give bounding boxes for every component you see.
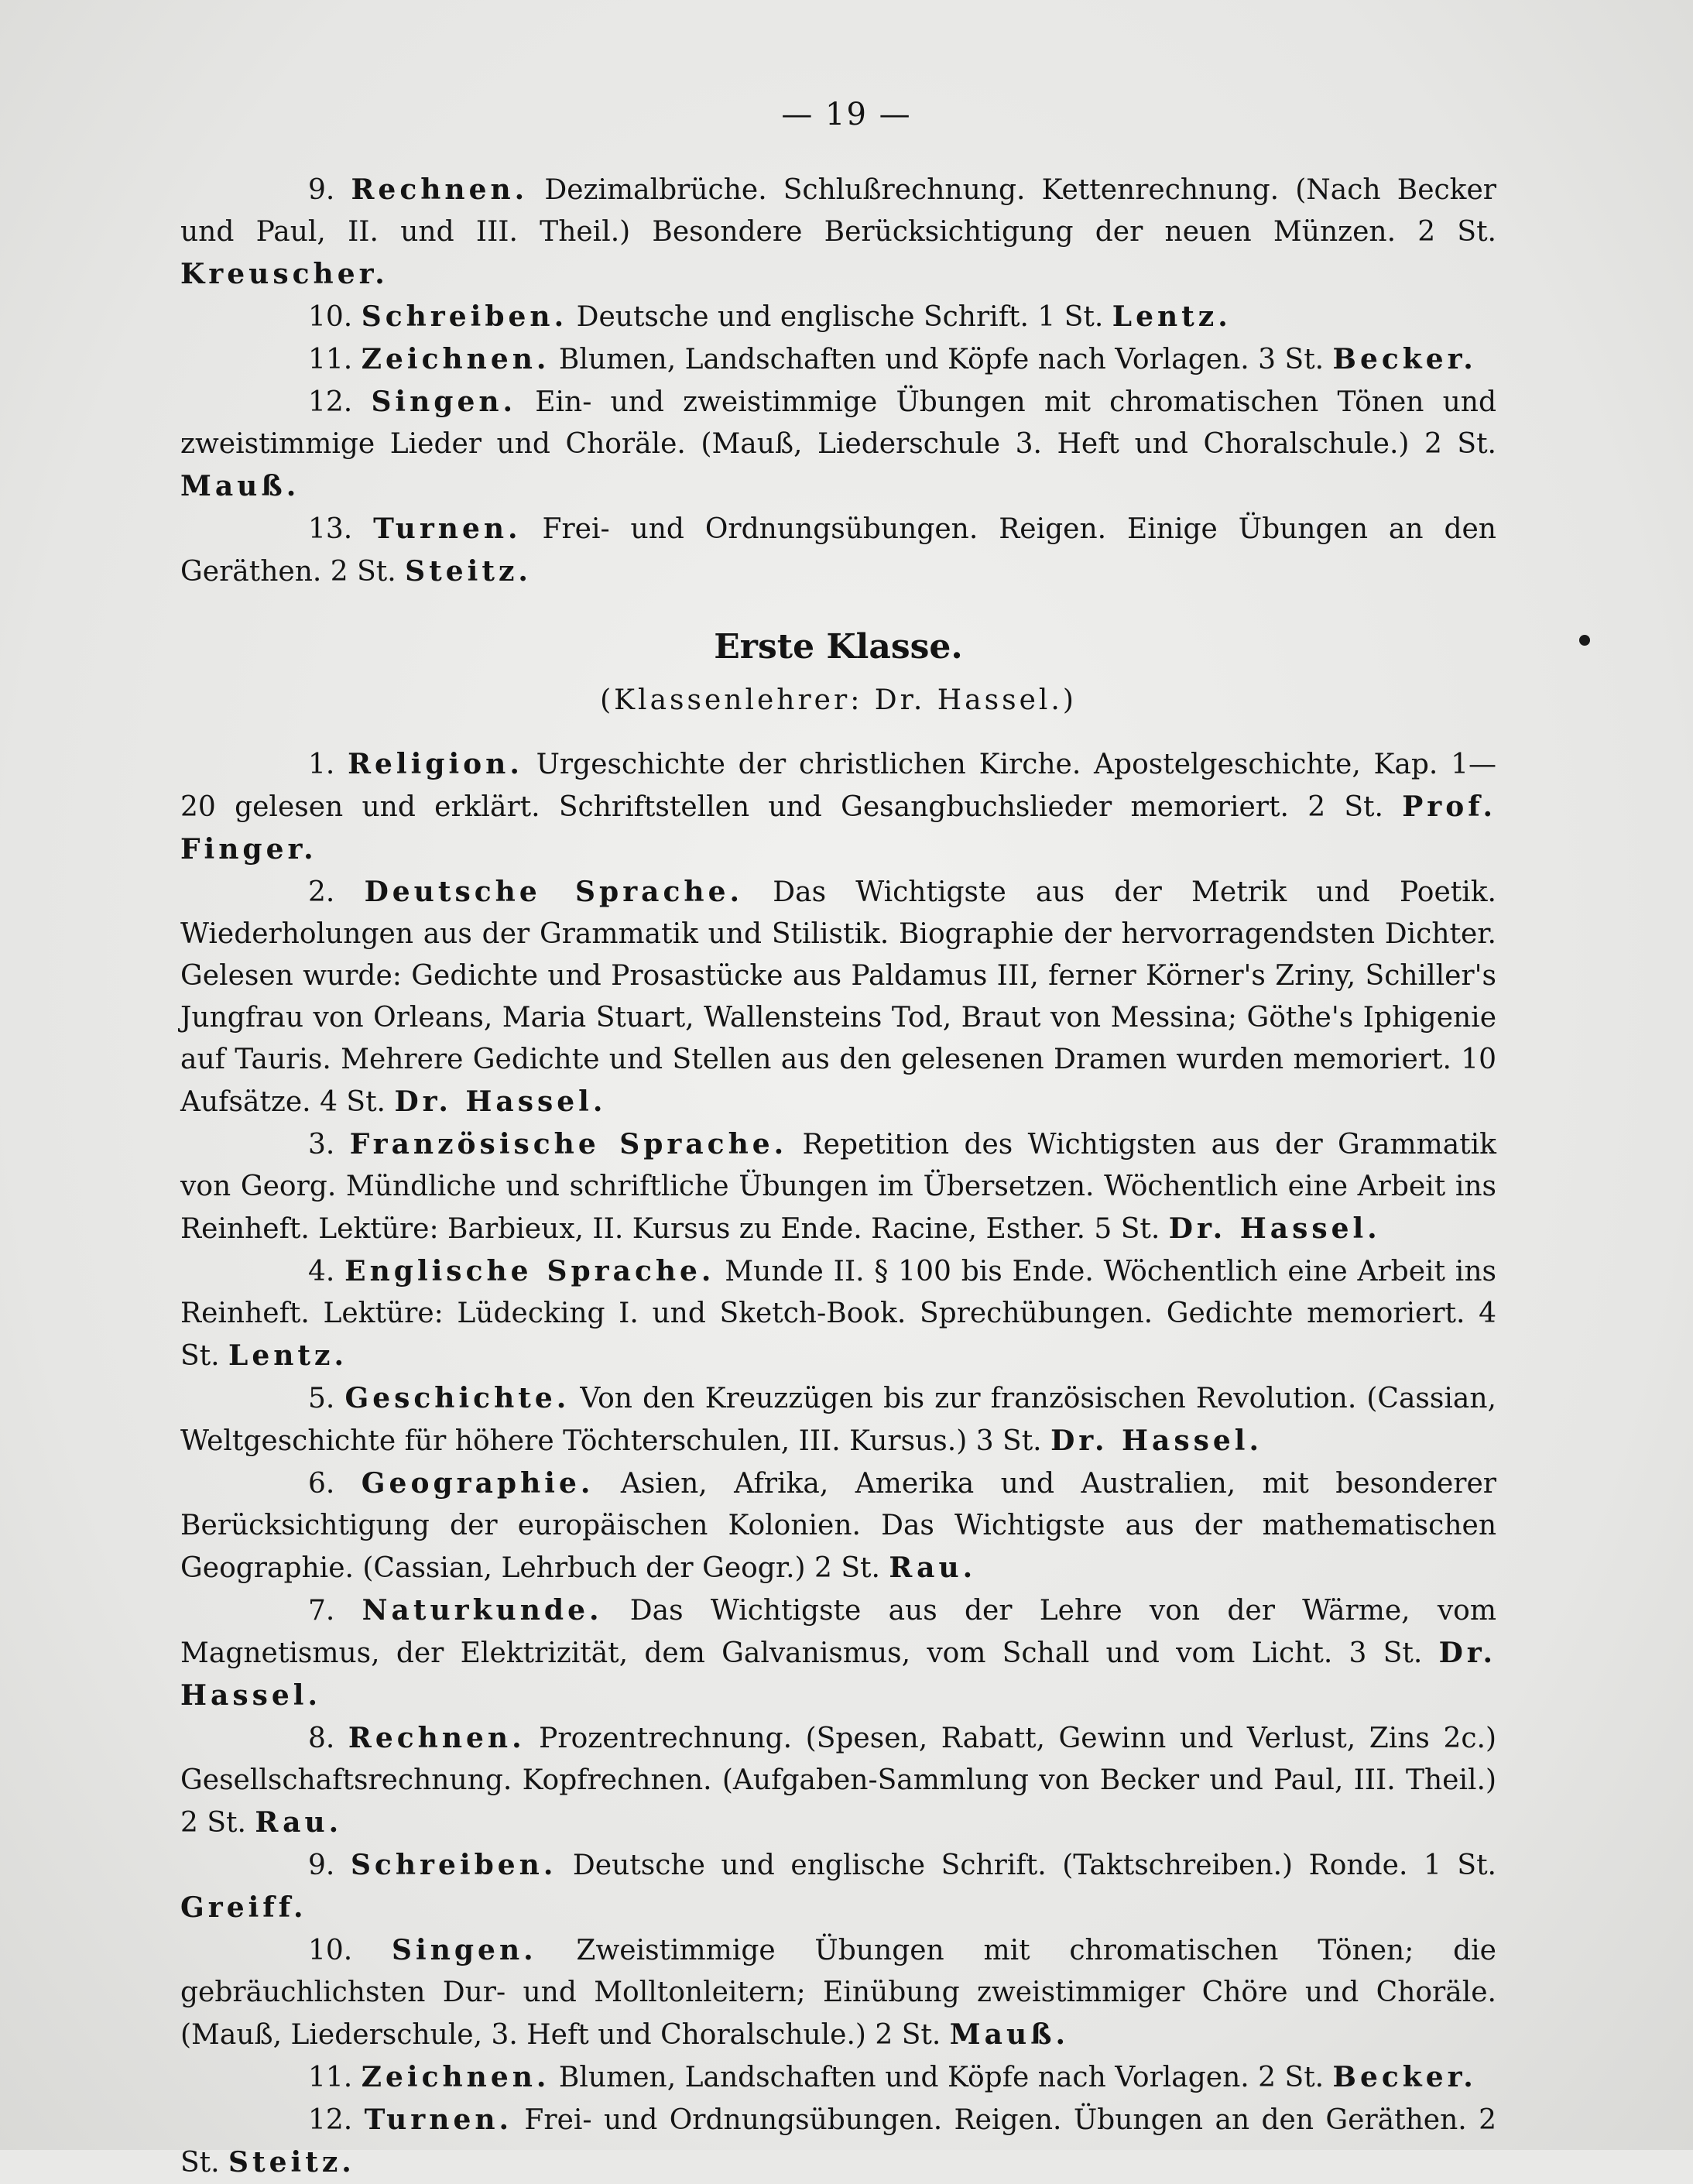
entry-prev-singen <box>180 381 1496 508</box>
entry-teacher: Dr. Hassel. <box>394 1085 607 1118</box>
entry-teacher: Prof. Finger. <box>180 790 1496 866</box>
entry-teacher: Dr. Hassel. <box>1168 1212 1381 1245</box>
entry-teacher: Becker. <box>1332 343 1477 375</box>
entry-number: 3. <box>308 1129 335 1161</box>
entry-number: 4. <box>308 1256 335 1287</box>
entry-text: Blumen, Landschaften und Köpfe nach Vorlagen. 2 St. <box>550 2062 1333 2093</box>
entry-religion <box>180 743 1496 871</box>
entry-teacher: Lentz. <box>228 1339 348 1372</box>
entry-naturkunde <box>180 1589 1496 1717</box>
entry-number: 1. <box>308 749 335 780</box>
entry-teacher: Dr. Hassel. <box>180 1637 1496 1712</box>
entry-number: 7. <box>308 1595 335 1627</box>
entry-text: Das Wichtigste aus der Lehre von der Wärme, vom Magnetismus, der Elektrizität, dem Galvanismus, vom Schall und vom Licht. 3 St. <box>180 1595 1496 1669</box>
entry-text: Das Wichtigste aus der Metrik und Poetik. Wiederholungen aus der Grammatik und Stilistik. Biographie der hervorragendsten Dichter. Gelesen wurde: Gedichte und Prosastücke aus Paldamus III, ferner Körner's Zriny, Schiller's Jungfrau von Orleans, Maria Stuart, Wallensteins Tod, Braut von Messina; Göthe's Iphigenie auf Tauris. Mehrere Gedichte und Stellen aus den gelesenen Dramen wurden memoriert. 10 Aufsätze. 4 St. <box>180 876 1496 1118</box>
entry-text: Munde II. § 100 bis Ende. Wöchentlich eine Arbeit ins Reinheft. Lektüre: Lüdecking I. und Sketch-Book. Sprechübungen. Gedichte memoriert. 4 St. <box>180 1256 1496 1372</box>
entry-subject: Schreiben. <box>350 1849 557 1881</box>
entry-subject: Englische Sprache. <box>344 1255 715 1287</box>
entry-subject: Singen. <box>371 386 517 418</box>
entry-rechnen <box>180 1717 1496 1844</box>
entry-teacher: Lentz. <box>1112 300 1232 333</box>
section-title: Erste Klasse. <box>714 627 963 667</box>
ink-dot-mark <box>1579 635 1590 646</box>
entry-number: 13. <box>308 513 353 545</box>
entry-teacher: Steitz. <box>228 2146 355 2179</box>
entry-text: Frei- und Ordnungsübungen. Reigen. Übungen an den Geräthen. 2 St. <box>180 2104 1496 2179</box>
entry-singen <box>180 1929 1496 2056</box>
entry-teacher: Mauß. <box>949 2018 1070 2051</box>
entry-text: Urgeschichte der christlichen Kirche. Apostelgeschichte, Kap. 1—20 gelesen und erklärt. Schriftstellen und Gesangbuchslieder memoriert. 2 St. <box>180 749 1496 823</box>
entry-number: 12. <box>308 2104 353 2136</box>
entry-teacher: Dr. Hassel. <box>1050 1425 1263 1457</box>
entry-prev-turnen <box>180 508 1496 593</box>
page-body <box>180 169 1496 2184</box>
entry-number: 2. <box>308 876 335 908</box>
entry-subject: Geschichte. <box>344 1382 571 1414</box>
entry-text: Blumen, Landschaften und Köpfe nach Vorlagen. 3 St. <box>550 344 1333 375</box>
entry-teacher: Kreuscher. <box>180 258 389 290</box>
entry-text: Frei- und Ordnungsübungen. Reigen. Einige Übungen an den Geräthen. 2 St. <box>180 513 1496 588</box>
entry-number: 12. <box>308 386 353 418</box>
entry-subject: Deutsche Sprache. <box>364 876 744 908</box>
entry-text: Repetition des Wichtigsten aus der Grammatik von Georg. Mündliche und schriftliche Übungen im Übersetzen. Wöchentlich eine Arbeit ins Reinheft. Lektüre: Barbieux, II. Kursus zu Ende. Racine, Esther. 5 St. <box>180 1129 1496 1245</box>
entry-subject: Turnen. <box>364 2103 513 2136</box>
entry-teacher: Rau. <box>889 1551 977 1584</box>
entry-number: 5. <box>308 1383 335 1414</box>
entry-geographie <box>180 1462 1496 1589</box>
entry-number: 10. <box>308 301 353 333</box>
entry-text: Ein- und zweistimmige Übungen mit chromatischen Tönen und zweistimmige Lieder und Choräle. (Mauß, Liederschule 3. Heft und Choralschule.) 2 St. <box>180 386 1497 460</box>
entry-number: 9. <box>308 174 335 206</box>
entry-teacher: Steitz. <box>405 555 532 588</box>
entry-subject: Rechnen. <box>348 1722 526 1754</box>
entry-text: Deutsche und englische Schrift. (Taktschreiben.) Ronde. 1 St. <box>557 1850 1496 1881</box>
entry-franzoesische-sprache <box>180 1123 1496 1250</box>
entry-prev-schreiben <box>180 296 1496 338</box>
entry-subject: Naturkunde. <box>362 1594 603 1627</box>
entry-subject: Zeichnen. <box>361 343 550 375</box>
entry-prev-rechnen <box>180 169 1496 296</box>
entry-number: 8. <box>308 1723 335 1754</box>
class-teacher-line: (Klassenlehrer: Dr. Hassel.) <box>600 684 1077 716</box>
entry-subject: Turnen. <box>373 513 522 545</box>
page-number: — 19 — <box>781 97 912 132</box>
entry-subject: Singen. <box>392 1934 537 1966</box>
entry-subject: Rechnen. <box>351 173 529 206</box>
entry-number: 6. <box>308 1468 335 1500</box>
entry-teacher: Mauß. <box>180 470 300 502</box>
entry-teacher: Greiff. <box>180 1891 307 1924</box>
entry-number: 9. <box>308 1850 335 1881</box>
entry-subject: Geographie. <box>361 1467 595 1500</box>
entry-turnen <box>180 2099 1496 2184</box>
entry-prev-zeichnen <box>180 338 1496 381</box>
entry-deutsche-sprache <box>180 871 1496 1123</box>
entry-subject: Religion. <box>348 748 523 780</box>
entry-teacher: Becker. <box>1332 2061 1477 2093</box>
entry-englische-sprache <box>180 1250 1496 1377</box>
entry-text: Von den Kreuzzügen bis zur französischen Revolution. (Cassian, Weltgeschichte für höhere Töchterschulen, III. Kursus.) 3 St. <box>180 1383 1496 1457</box>
entry-number: 11. <box>308 344 353 375</box>
entry-schreiben <box>180 1844 1496 1929</box>
entry-teacher: Rau. <box>255 1806 343 1839</box>
entry-subject: Zeichnen. <box>361 2061 550 2093</box>
entry-text: Asien, Afrika, Amerika und Australien, mit besonderer Berücksichtigung der europäischen Kolonien. Das Wichtigste aus der mathematischen Geographie. (Cassian, Lehrbuch der Geogr.) 2 St. <box>180 1468 1496 1584</box>
entry-text: Prozentrechnung. (Spesen, Rabatt, Gewinn und Verlust, Zins 2c.) Gesellschaftsrechnung. Kopfrechnen. (Aufgaben-Sammlung von Becker und Paul, III. Theil.) 2 St. <box>180 1723 1496 1839</box>
entry-number: 10. <box>308 1935 353 1966</box>
entry-text: Deutsche und englische Schrift. 1 St. <box>567 301 1112 333</box>
entry-text: Dezimalbrüche. Schlußrechnung. Kettenrechnung. (Nach Becker und Paul, II. und III. Theil.) Besondere Berücksichtigung der neuen Münzen. 2 St. <box>180 174 1496 248</box>
entry-subject: Französische Sprache. <box>349 1128 788 1161</box>
entry-text: Zweistimmige Übungen mit chromatischen Tönen; die gebräuchlichsten Dur- und Molltonleitern; Einübung zweistimmiger Chöre und Choräle. (Mauß, Liederschule, 3. Heft und Choralschule.) 2 St. <box>180 1935 1496 2051</box>
entry-subject: Schreiben. <box>361 300 568 333</box>
entry-zeichnen <box>180 2056 1496 2099</box>
entry-geschichte <box>180 1377 1496 1462</box>
entry-number: 11. <box>308 2062 353 2093</box>
